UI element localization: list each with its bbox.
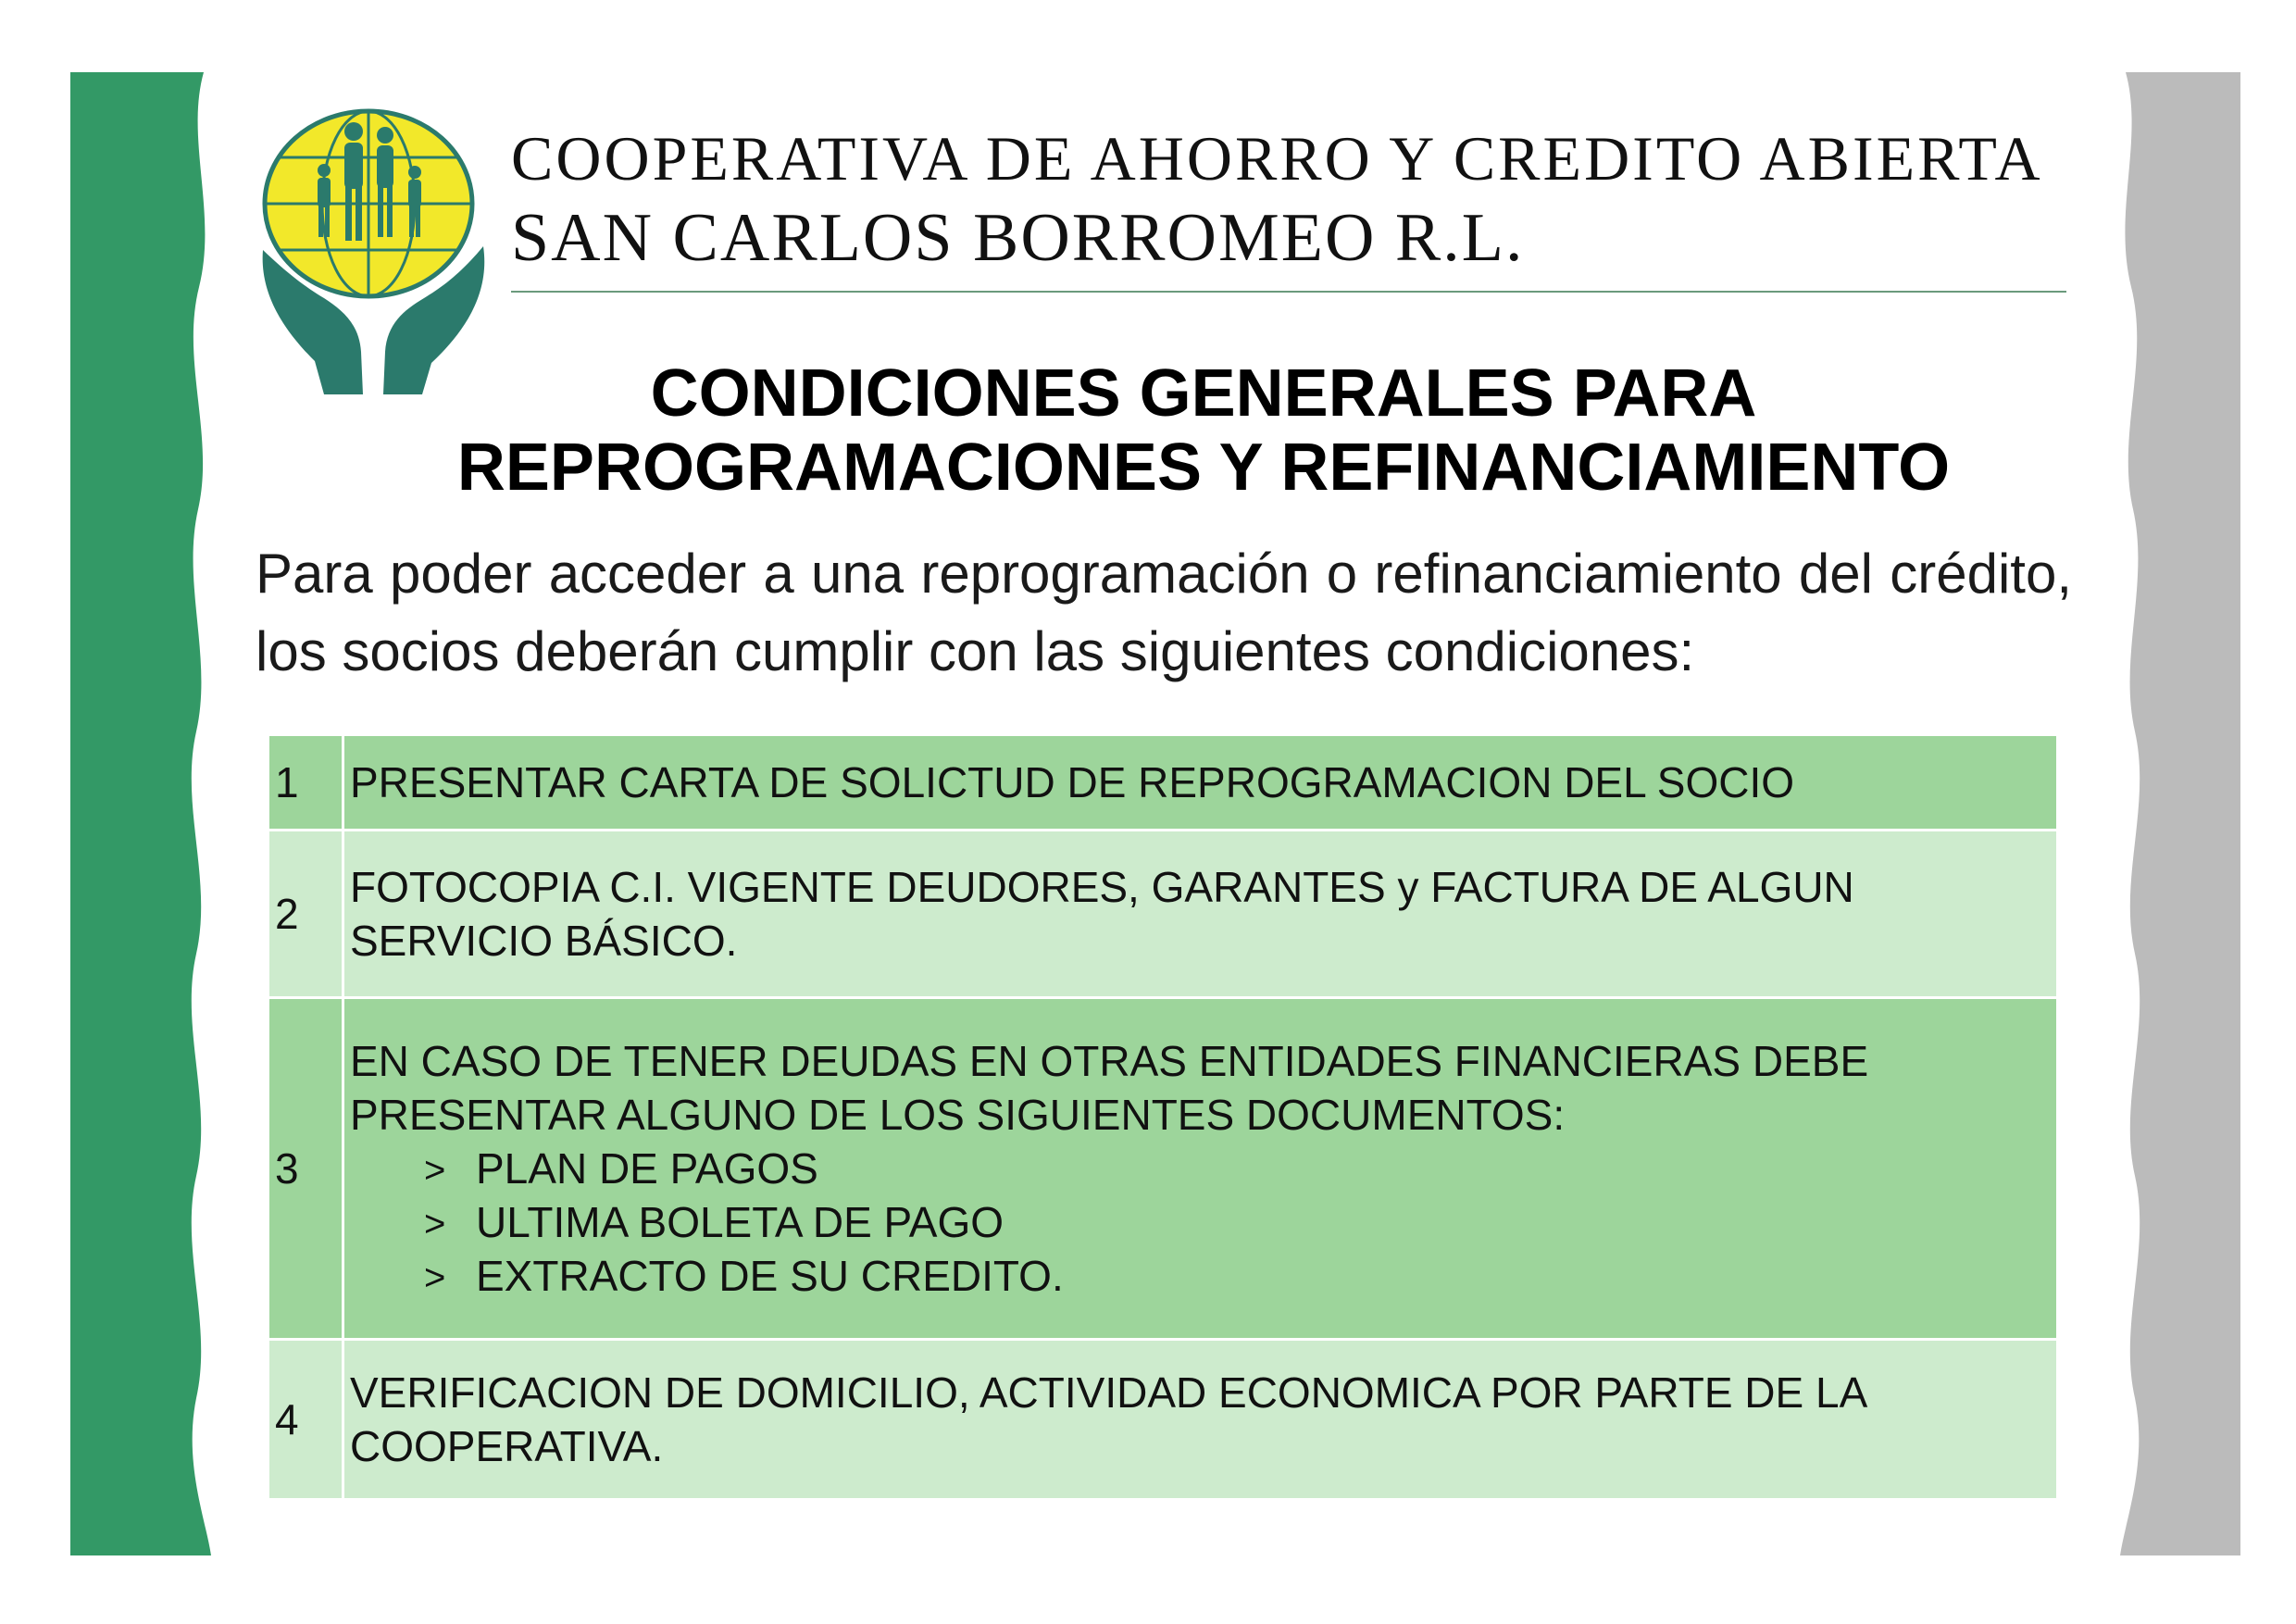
list-item-label: PLAN DE PAGOS	[476, 1144, 818, 1193]
table-row	[268, 1340, 2058, 1500]
table-row	[268, 735, 2058, 831]
condition-text: EN CASO DE TENER DEUDAS EN OTRAS ENTIDADES FINANCIERAS DEBE PRESENTAR ALGUNO DE LOS SIGUIENTES DOCUMENTOS:	[350, 1037, 1869, 1139]
list-item-label: ULTIMA BOLETA DE PAGO	[476, 1198, 1004, 1246]
list-item	[424, 1142, 2051, 1195]
condition-text: PRESENTAR CARTA DE SOLICTUD DE REPROGRAMACION DEL SOCIO	[343, 735, 2058, 831]
org-name-line1: COOPERATIVA DE AHORRO Y CREDITO ABIERTA	[511, 123, 2043, 194]
condition-number: 2	[268, 831, 343, 998]
table-row	[268, 998, 2058, 1340]
left-green-band	[70, 72, 211, 1555]
conditions-table	[267, 733, 2059, 1501]
condition-number: 1	[268, 735, 343, 831]
page-title	[333, 356, 2074, 505]
document-list	[350, 1142, 2051, 1303]
cooperative-logo-icon	[259, 93, 500, 398]
org-name-line2: SAN CARLOS BORROMEO R.L.	[511, 200, 1525, 276]
list-item	[424, 1195, 2051, 1249]
right-gray-band	[2120, 72, 2240, 1555]
intro-paragraph: Para poder acceder a una reprogramación o refinanciamiento del crédito, los socios deberán cumplir con las siguientes condiciones:	[256, 543, 2072, 682]
list-item-label: EXTRACTO DE SU CREDITO.	[476, 1252, 1064, 1300]
table-row	[268, 831, 2058, 998]
condition-cell	[343, 998, 2058, 1340]
arrow-bullet-icon: >	[424, 1204, 446, 1244]
title-line1: CONDICIONES GENERALES PARA	[650, 356, 1757, 431]
condition-text: FOTOCOPIA C.I. VIGENTE DEUDORES, GARANTES y FACTURA DE ALGUN SERVICIO BÁSICO.	[343, 831, 2058, 998]
organization-header	[511, 119, 2066, 293]
condition-number: 4	[268, 1340, 343, 1500]
arrow-bullet-icon: >	[424, 1150, 446, 1191]
list-item	[424, 1249, 2051, 1303]
arrow-bullet-icon: >	[424, 1257, 446, 1298]
condition-text: VERIFICACION DE DOMICILIO, ACTIVIDAD ECONOMICA POR PARTE DE LA COOPERATIVA.	[343, 1340, 2058, 1500]
title-line2: REPROGRAMACIONES Y REFINANCIAMIENTO	[456, 431, 1951, 505]
condition-number: 3	[268, 998, 343, 1340]
